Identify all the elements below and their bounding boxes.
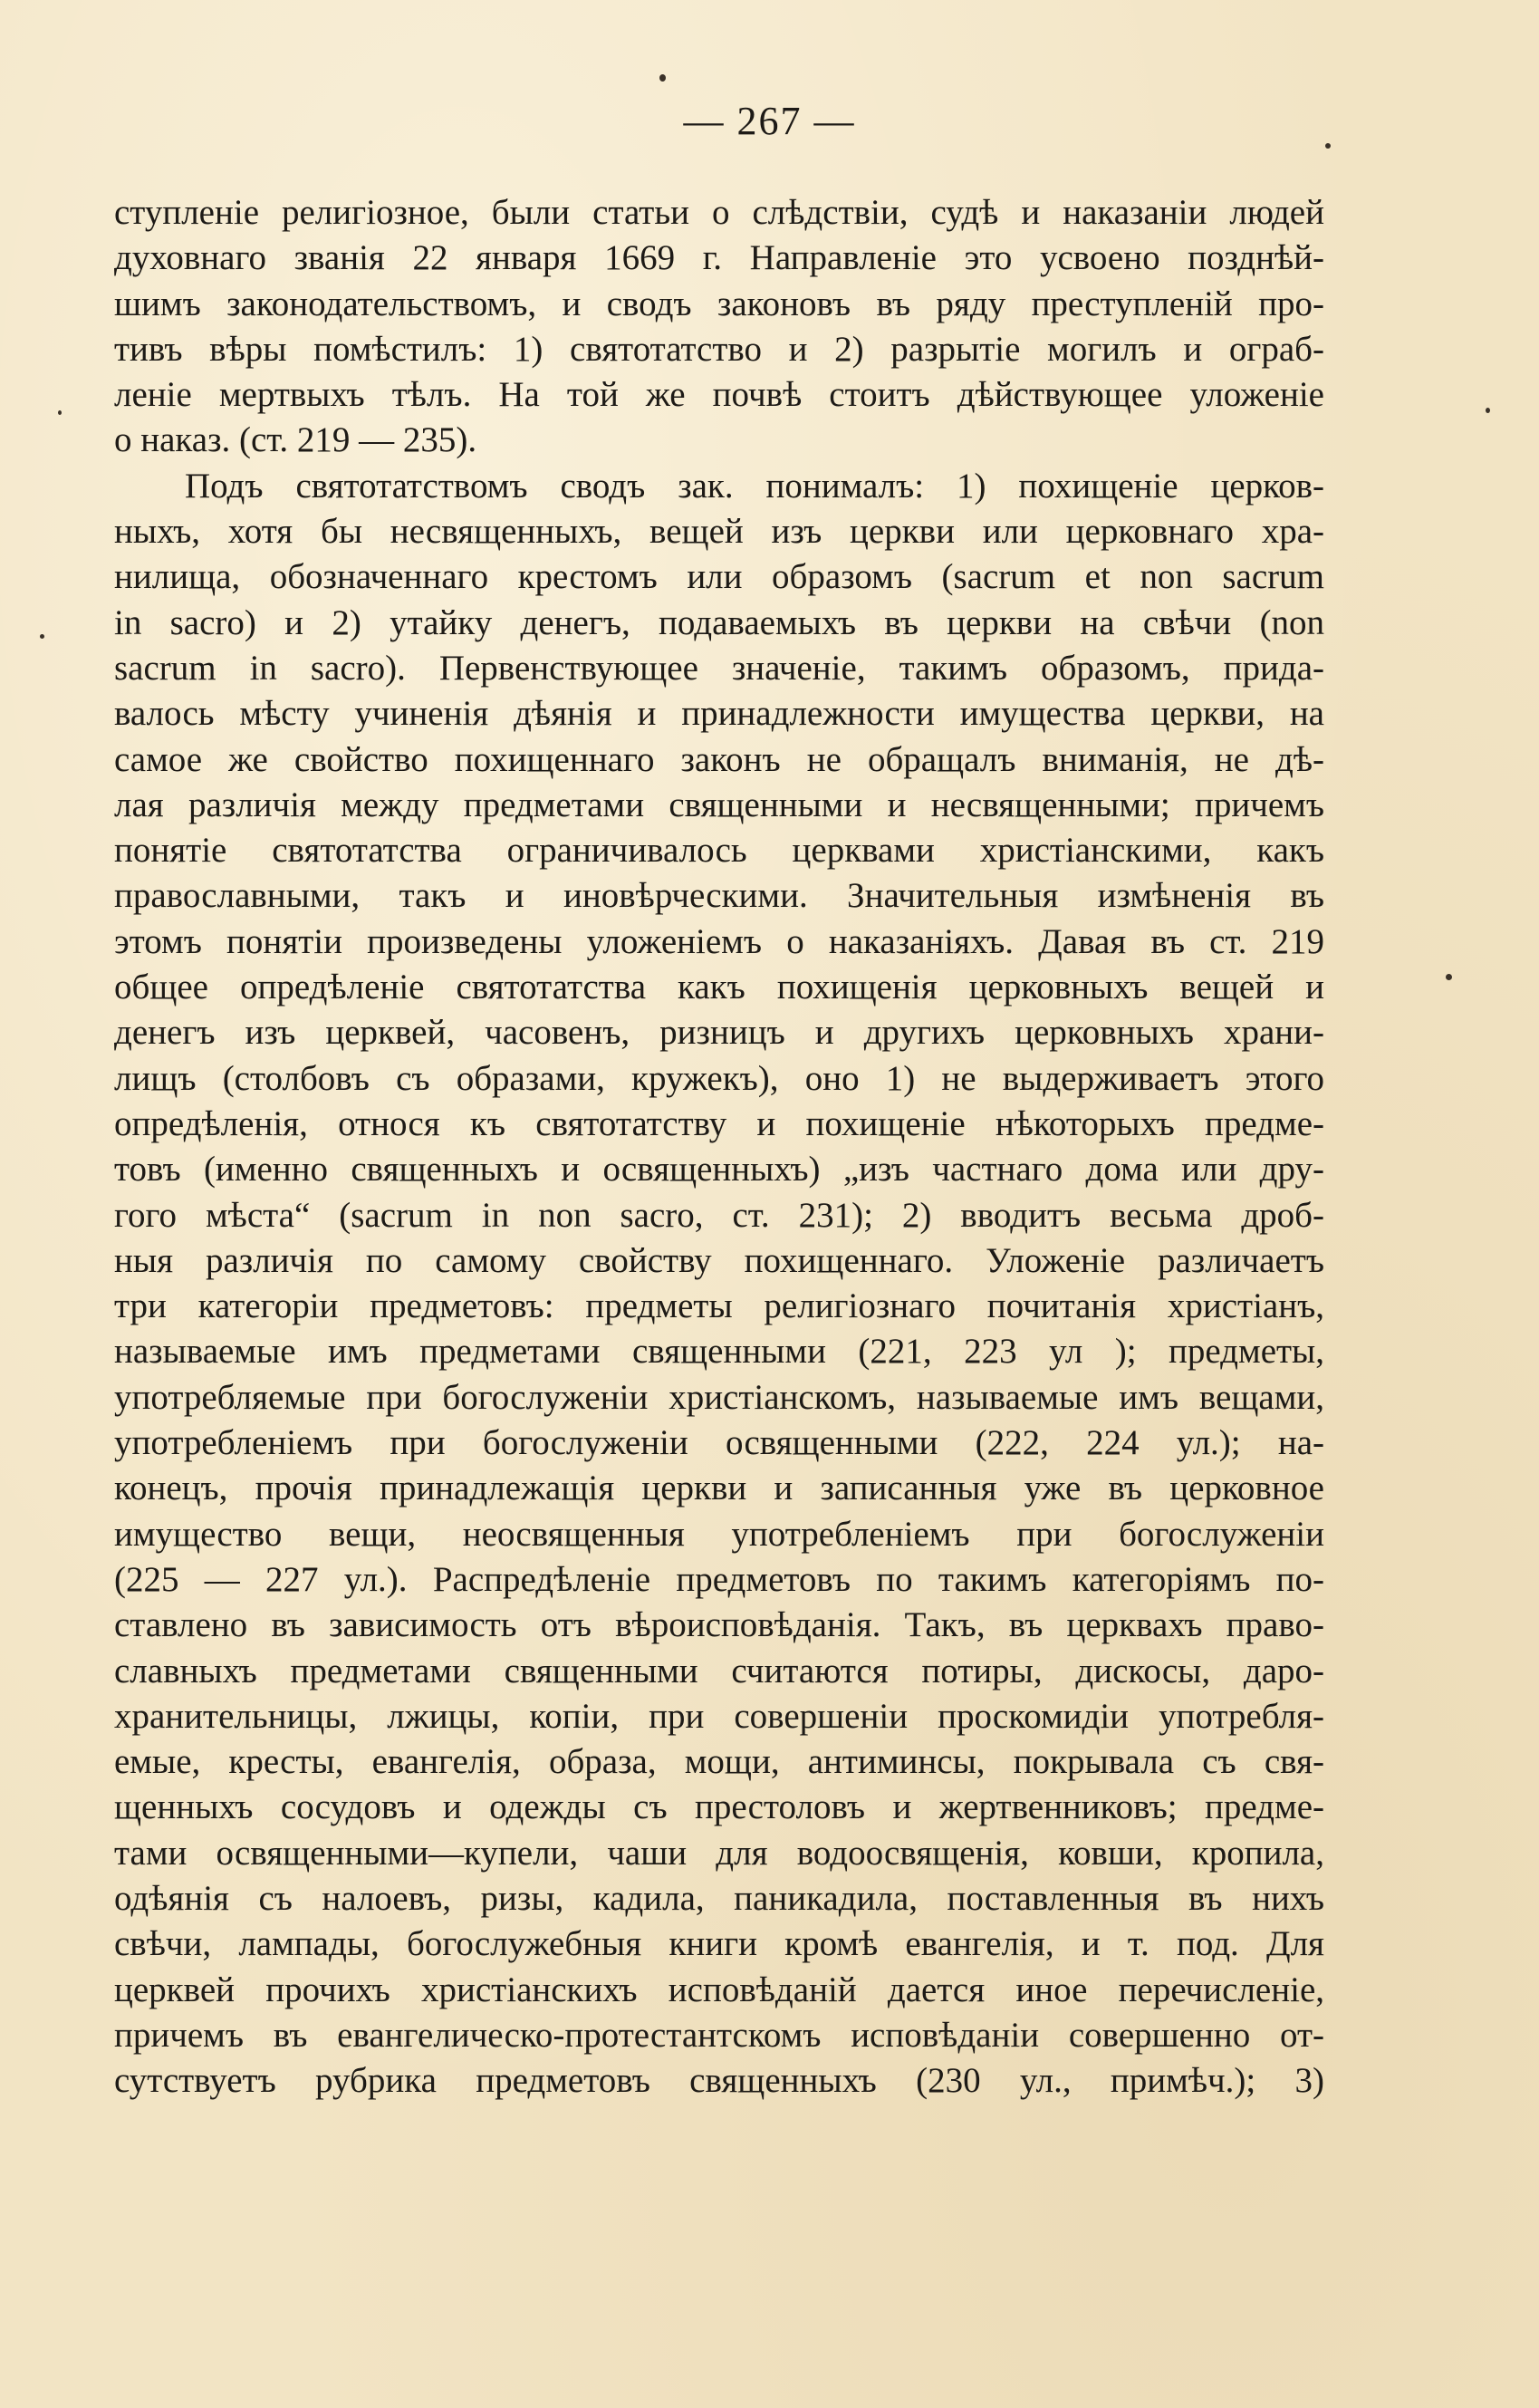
print-speck xyxy=(58,410,62,415)
text-line: емые, кресты, евангелія, образа, мощи, антиминсы, покрывала съ свя- xyxy=(114,1742,1324,1782)
text-line: нилища, обозначеннаго крестомъ или образомъ (sacrum et non sacrum xyxy=(114,557,1324,597)
text-line: ставлено въ зависимость отъ вѣроисповѣданія. Такъ, въ церквахъ право- xyxy=(114,1605,1324,1645)
text-line: этомъ понятіи произведены уложеніемъ о наказаніяхъ. Давая въ ст. 219 xyxy=(114,921,1324,961)
text-line: тивъ вѣры помѣстилъ: 1) святотатство и 2) разрытіе могилъ и ограб- xyxy=(114,329,1324,369)
paragraph-1 xyxy=(114,190,1324,464)
text-line: называемые имъ предметами священными (221, 223 ул ); предметы, xyxy=(114,1332,1324,1372)
text-line: Подъ святотатствомъ сводъ зак. понималъ: 1) похищеніе церков- xyxy=(185,466,1324,506)
page-number: — 267 — xyxy=(683,99,856,143)
text-line: (225 — 227 ул.). Распредѣленіе предметовъ по такимъ категоріямъ по- xyxy=(114,1559,1324,1599)
paragraph-2 xyxy=(114,464,1324,2105)
text-line: sacrum in sacro). Первенствующее значеніе, такимъ образомъ, прида- xyxy=(114,648,1324,688)
text-line: ныхъ, хотя бы несвященныхъ, вещей изъ церкви или церковнаго хра- xyxy=(114,512,1324,552)
text-line: имущество вещи, неосвященныя употребленіемъ при богослуженіи xyxy=(114,1514,1324,1554)
body-text xyxy=(114,190,1324,2104)
text-line: употребленіемъ при богослуженіи освященными (222, 224 ул.); на- xyxy=(114,1423,1324,1463)
text-line: самое же свойство похищеннаго законъ не обращалъ вниманія, не дѣ- xyxy=(114,739,1324,779)
text-line: сутствуетъ рубрика предметовъ священныхъ (230 ул., примѣч.); 3) xyxy=(114,2061,1324,2101)
text-line: свѣчи, лампады, богослужебныя книги кромѣ евангелія, и т. под. Для xyxy=(114,1924,1324,1964)
text-line: тами освященными—купели, чаши для водоосвященія, ковши, кропила, xyxy=(114,1833,1324,1873)
print-speck xyxy=(40,634,44,639)
print-speck xyxy=(1486,408,1490,413)
text-line: церквей прочихъ христіанскихъ исповѣданій дается иное перечисленіе, xyxy=(114,1970,1324,2009)
print-speck xyxy=(1446,974,1452,980)
text-line: in sacro) и 2) утайку денегъ, подаваемыхъ въ церкви на свѣчи (non xyxy=(114,602,1324,642)
text-line: хранительницы, лжицы, копіи, при совершеніи проскомидіи употребля- xyxy=(114,1696,1324,1736)
text-line: валось мѣсту учиненія дѣянія и принадлежности имущества церкви, на xyxy=(114,694,1324,734)
text-line: гого мѣста“ (sacrum in non sacro, ст. 231); 2) вводитъ весьма дроб- xyxy=(114,1195,1324,1235)
text-line: конецъ, прочія принадлежащія церкви и записанныя уже въ церковное xyxy=(114,1469,1324,1508)
text-line: лищъ (столбовъ съ образами, кружекъ), оно 1) не выдерживаетъ этого xyxy=(114,1058,1324,1098)
text-line: одѣянія съ налоевъ, ризы, кадила, паникадила, поставленныя въ нихъ xyxy=(114,1878,1324,1918)
text-line: понятіе святотатства ограничивалось церквами христіанскими, какъ xyxy=(114,831,1324,871)
text-line: три категоріи предметовъ: предметы религіознаго почитанія христіанъ, xyxy=(114,1286,1324,1326)
text-line: опредѣленія, относя къ святотатству и похищеніе нѣкоторыхъ предме- xyxy=(114,1103,1324,1143)
text-line: леніе мертвыхъ тѣлъ. На той же почвѣ стоитъ дѣйствующее уложеніе xyxy=(114,375,1324,415)
text-line: шимъ законодательствомъ, и сводъ законовъ въ ряду преступленій про- xyxy=(114,284,1324,323)
text-line: употребляемые при богослуженіи христіанскомъ, называемые имъ вещами, xyxy=(114,1377,1324,1417)
text-line: о наказ. (ст. 219 — 235). xyxy=(114,420,477,460)
text-line: щенныхъ сосудовъ и одежды съ престоловъ и жертвенниковъ; предме- xyxy=(114,1787,1324,1827)
print-speck xyxy=(1325,143,1331,149)
text-line: денегъ изъ церквей, часовенъ, ризницъ и другихъ церковныхъ храни- xyxy=(114,1013,1324,1053)
text-line: товъ (именно священныхъ и освященныхъ) „изъ частнаго дома или дру- xyxy=(114,1150,1324,1190)
print-speck xyxy=(659,74,666,82)
text-line: ныя различія по самому свойству похищеннаго. Уложеніе различаетъ xyxy=(114,1240,1324,1280)
text-line: ступленіе религіозное, были статьи о слѣдствіи, судѣ и наказаніи людей xyxy=(114,193,1324,232)
text-line: духовнаго званія 22 января 1669 г. Направленіе это усвоено позднѣй- xyxy=(114,238,1324,278)
text-line: причемъ въ евангелическо-протестантскомъ исповѣданіи совершенно от- xyxy=(114,2015,1324,2055)
text-line: православными, такъ и иновѣрческими. Значительныя измѣненія въ xyxy=(114,876,1324,916)
text-line: славныхъ предметами священными считаются потиры, дискосы, даро- xyxy=(114,1651,1324,1690)
text-line: общее опредѣленіе святотатства какъ похищенія церковныхъ вещей и xyxy=(114,968,1324,1007)
text-line: лая различія между предметами священными и несвященными; причемъ xyxy=(114,785,1324,824)
